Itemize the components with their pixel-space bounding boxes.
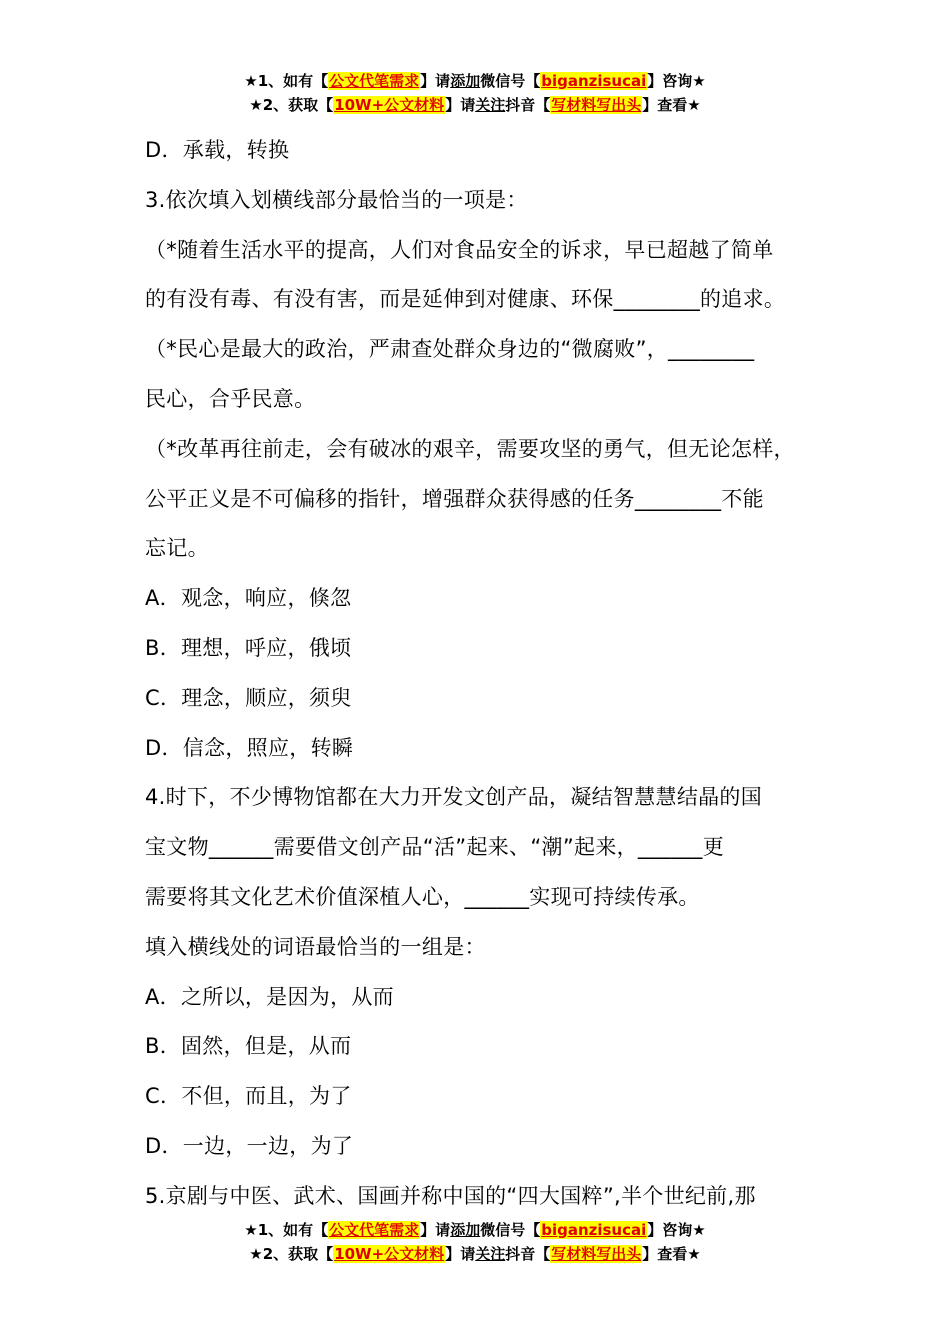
banner-text: 】咨询★ xyxy=(647,1221,706,1239)
question-3-stem: 3.依次填入划横线部分最恰当的一项是： xyxy=(145,187,528,212)
document-body xyxy=(145,126,825,1222)
banner-text: ★2、获取【 xyxy=(249,96,334,114)
text-line: （*随着生活水平的提高，人们对食品安全的诉求，早已超越了简单 xyxy=(145,237,774,262)
banner-highlight: 公文代笔需求 xyxy=(329,1221,420,1239)
question-5-stem: 5.京剧与中医、武术、国画并称中国的“四大国粹”,半个世纪前,那 xyxy=(145,1183,756,1208)
option-b: B．固然，但是，从而 xyxy=(145,1034,352,1059)
banner-text: 】查看★ xyxy=(642,96,701,114)
banner-text: 】咨询★ xyxy=(647,72,706,90)
question-4-stem: 4.时下，不少博物馆都在大力开发文创产品，凝结智慧慧结晶的国 xyxy=(145,785,763,810)
text-line: （*民心是最大的政治，严肃查处群众身边的“微腐败”，________ xyxy=(145,337,755,362)
banner-underlined: 关注 xyxy=(475,1245,506,1263)
banner-highlight: 10W+公文材料 xyxy=(334,96,445,114)
banner-text: 抖音【 xyxy=(505,1245,551,1263)
banner-underlined: 添加 xyxy=(450,72,481,90)
option-b: B．理想，呼应，俄顷 xyxy=(145,635,352,660)
banner-line-2 xyxy=(0,1242,950,1266)
banner-text: 】请 xyxy=(445,96,476,114)
text-line: 忘记。 xyxy=(145,536,209,561)
option-c: C．理念，顺应，须臾 xyxy=(145,685,352,710)
banner-wechat-id: biganzisucai xyxy=(541,72,647,90)
banner-text: 微信号【 xyxy=(480,1221,541,1239)
banner-text: 】请 xyxy=(445,1245,476,1263)
option-c: C．不但，而且，为了 xyxy=(145,1084,352,1109)
option-d: D．信念，照应，转瞬 xyxy=(145,735,354,760)
text-line: 民心，合乎民意。 xyxy=(145,386,316,411)
banner-douyin-id: 写材料写出头 xyxy=(551,96,642,114)
banner-line-1 xyxy=(0,1218,950,1242)
option-a: A．观念，响应，倏忽 xyxy=(145,586,352,611)
banner-line-2 xyxy=(0,93,950,117)
banner-underlined: 添加 xyxy=(450,1221,481,1239)
option-d: D．一边，一边，为了 xyxy=(145,1133,354,1158)
banner-text: ★1、如有【 xyxy=(244,1221,329,1239)
banner-line-1 xyxy=(0,69,950,93)
text-line: 填入横线处的词语最恰当的一组是： xyxy=(145,934,486,959)
text-line: （*改革再往前走，会有破冰的艰辛，需要攻坚的勇气，但无论怎样， xyxy=(145,436,795,461)
text-line: 需要将其文化艺术价值深植人心，______实现可持续传承。 xyxy=(145,884,700,909)
header-banner xyxy=(0,69,950,117)
banner-text: 】请 xyxy=(420,1221,451,1239)
option-a: A．之所以，是因为，从而 xyxy=(145,984,394,1009)
text-line: 公平正义是不可偏移的指针，增强群众获得感的任务________不能 xyxy=(145,486,764,511)
text-line: D．承载，转换 xyxy=(145,138,290,162)
banner-wechat-id: biganzisucai xyxy=(541,1221,647,1239)
banner-underlined: 关注 xyxy=(475,96,506,114)
banner-highlight: 10W+公文材料 xyxy=(334,1245,445,1263)
banner-text: ★2、获取【 xyxy=(249,1245,334,1263)
text-line: 宝文物______需要借文创产品“活”起来、“潮”起来，______更 xyxy=(145,835,725,860)
banner-highlight: 公文代笔需求 xyxy=(329,72,420,90)
banner-text: 】查看★ xyxy=(642,1245,701,1263)
banner-text: 抖音【 xyxy=(505,96,551,114)
text-line: 的有没有毒、有没有害，而是延伸到对健康、环保________的追求。 xyxy=(145,287,786,312)
banner-text: 】请 xyxy=(420,72,451,90)
footer-banner xyxy=(0,1218,950,1266)
banner-text: ★1、如有【 xyxy=(244,72,329,90)
banner-douyin-id: 写材料写出头 xyxy=(551,1245,642,1263)
banner-text: 微信号【 xyxy=(480,72,541,90)
